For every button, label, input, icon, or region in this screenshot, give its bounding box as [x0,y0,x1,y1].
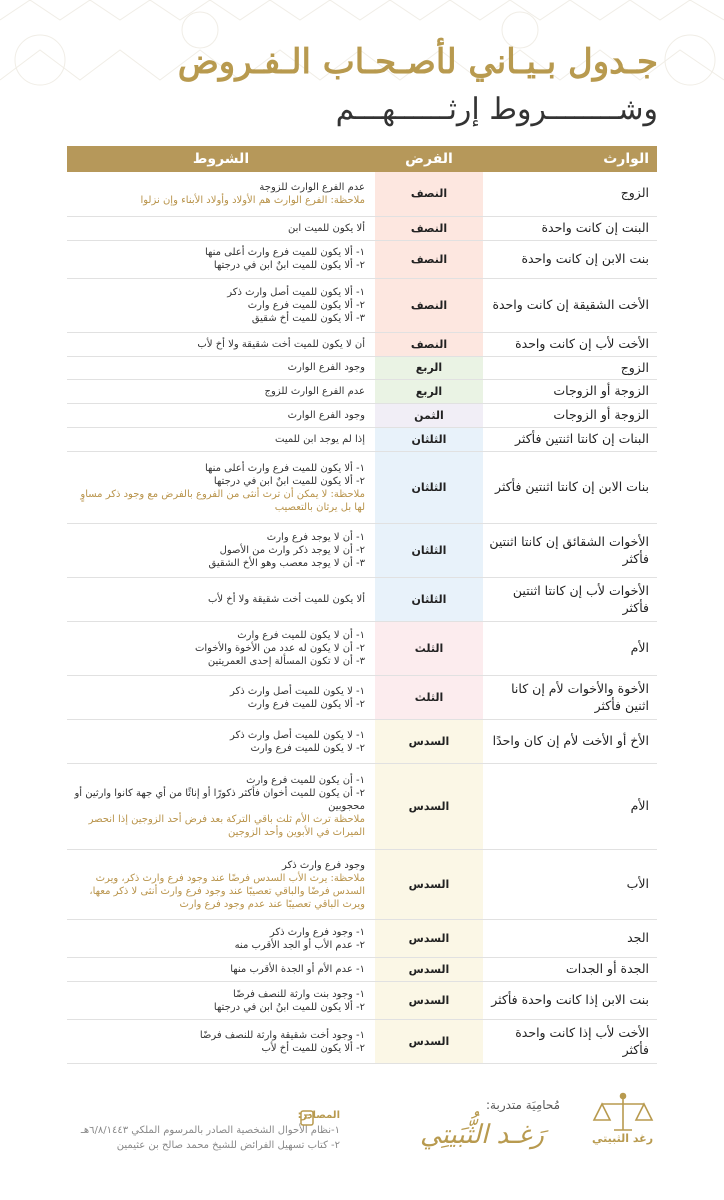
table-row [67,240,657,278]
heir-cell: الأخت الشقيقة إن كانت واحدة [483,278,657,332]
condition-line: ١- أن يكون للميت فرع وارث [246,775,365,786]
heir-cell: الأخت لأب إذا كانت واحدة فأكثر [483,1020,657,1064]
table-row [67,278,657,332]
condition-line: وجود الفرع الوارث [287,410,365,422]
heir-cell: الأخت لأب إن كانت واحدة [483,332,657,356]
condition-line: عدم الفرع الوارث للزوج [264,386,365,398]
column-header-heir: الوارث [483,146,657,172]
sources [60,1108,340,1153]
conditions-cell [67,172,375,216]
condition-note: ملاحظة: الفرع الوارث هم الأولاد وأولاد الأبناء وإن نزلوا [140,194,365,206]
condition-line: ألا يكون للميت أخت شقيقة ولا أخ لأب [207,594,365,605]
lawyer-label: مُحامِيَة متدربة: [486,1098,561,1112]
share-cell: السدس [375,920,483,958]
column-header-share: الفرض [375,146,483,172]
share-cell: الثمن [375,404,483,428]
conditions-cell [67,216,375,240]
heir-cell: بنت الابن إذا كانت واحدة فأكثر [483,982,657,1020]
condition-line: ١- وجود فرع وارث ذكر [269,926,365,938]
heir-cell: الزوجة أو الزوجات [483,380,657,404]
share-cell: النصف [375,172,483,216]
logo-text: رغد الثبيتي [592,1132,654,1145]
share-cell: السدس [375,850,483,920]
condition-line: ٢- ألا يكون للميت فرع وارث [247,698,365,710]
conditions-cell [67,958,375,982]
heir-cell: الأم [483,764,657,850]
condition-line: وجود فرع وارث ذكر [281,859,365,871]
share-cell: السدس [375,720,483,764]
table-row [67,920,657,958]
condition-line: ٣- ألا يكون للميت أخ شقيق [251,312,365,324]
heir-cell: بنت الابن إن كانت واحدة [483,240,657,278]
conditions-cell [67,720,375,764]
conditions-cell [67,278,375,332]
conditions-cell [67,1020,375,1064]
heir-cell: الأخوات لأب إن كانتا اثنتين فأكثر [483,578,657,622]
book-icon [300,1110,314,1126]
table-row [67,452,657,524]
table-row [67,524,657,578]
heir-cell: الأب [483,850,657,920]
condition-line: ١- لا يكون للميت أصل وارث ذكر [230,729,365,741]
share-cell: الربع [375,380,483,404]
share-cell: السدس [375,958,483,982]
condition-line: ٢- ألا يكون للميت ابنُ ابن في درجتها [213,1001,365,1013]
condition-line: ١- أن لا يوجد فرع وارث [266,532,365,543]
source-item: ١-نظام الأحوال الشخصية الصادر بالمرسوم الملكي ٦/٨/١٤٤٣هـ [80,1125,340,1136]
table-row [67,332,657,356]
source-item: ٢- كتاب تسهيل الفرائض للشيخ محمد صالح بن عثيمين [116,1140,340,1151]
conditions-cell [67,764,375,850]
condition-line: وجود الفرع الوارث [287,362,365,374]
heir-cell: الزوجة أو الزوجات [483,404,657,428]
table-header-row [67,146,657,172]
table-row [67,720,657,764]
heir-cell: الأخوة والأخوات لأم إن كانا اثنين فأكثر [483,676,657,720]
share-cell: النصف [375,278,483,332]
heir-cell: بنات الابن إن كانتا اثنتين فأكثر [483,452,657,524]
heir-cell: الزوج [483,172,657,216]
share-cell: الثلثان [375,452,483,524]
page-title: جـدول بـيـاني لأصـحـاب الـفـروض [177,42,658,82]
condition-line: ١- وجود بنت وارثة للنصف فرضًا [233,988,365,1000]
condition-line: ١- ألا يكون للميت أصل وارث ذكر [227,286,365,298]
condition-line: ٣- أن لا يوجد معصب وهو الأخ الشقيق [208,558,365,569]
condition-line: ٢- ألا يكون للميت فرع وارث [247,299,365,311]
share-cell: الثلثان [375,524,483,578]
heir-cell: الجد [483,920,657,958]
scales-logo-icon [588,1090,658,1155]
table-row [67,172,657,216]
condition-line: ٢- ألا يكون للميت ابنٌ ابن في درجتها [213,475,365,487]
heir-cell: الأخ أو الأخت لأم إن كان واحدًا [483,720,657,764]
conditions-cell [67,524,375,578]
column-header-conditions: الشروط [67,146,375,172]
share-cell: السدس [375,982,483,1020]
table-row [67,578,657,622]
conditions-cell [67,380,375,404]
heir-cell: البنات إن كانتا اثنتين فأكثر [483,428,657,452]
table-row [67,380,657,404]
table-row [67,958,657,982]
table-row [67,982,657,1020]
conditions-cell [67,578,375,622]
condition-line: عدم الفرع الوارث للزوجة [259,181,365,193]
table-row [67,850,657,920]
conditions-cell [67,982,375,1020]
share-cell: النصف [375,332,483,356]
conditions-cell [67,240,375,278]
condition-line: ٢- أن يكون للميت أخوان فأكثر ذكورًا أو إناثًا من أي جهة كانوا وارثين أو محجوبين [74,788,365,812]
table-row [67,622,657,676]
condition-line: ١- أن لا يكون للميت فرع وارث [237,630,365,641]
share-cell: الربع [375,356,483,380]
condition-note: ملاحظة ترث الأم ثلث باقي التركة بعد فرض أحد الزوجين إذا انحصر الميراث في الأبوين وأحد الزوجين [88,814,365,838]
table-row [67,216,657,240]
condition-note: ملاحظة: يرث الأب السدس فرضًا عند وجود فرع وارث ذكر، ويرث السدس فرضًا والباقي تعصيبًا عند وجود فرع وارث أنثى لا ذكر معها، ويرث الباقي تعصيبًا عند عدم وجود فرع وارث [89,872,365,910]
condition-line: ١- عدم الأم أو الجدة الأقرب منها [230,964,365,975]
inheritance-table [67,146,657,1064]
heir-cell: الأخوات الشقائق إن كانتا اثنتين فأكثر [483,524,657,578]
condition-line: ٣- أن لا تكون المسألة إحدى العمريتين [207,656,365,667]
table-row [67,764,657,850]
sources-title: المصادر: [297,1110,340,1121]
heir-cell: الجدة أو الجدات [483,958,657,982]
conditions-cell [67,428,375,452]
condition-line: ٢- ألا يكون للميت ابنٌ ابن في درجتها [213,260,365,271]
heir-cell: الأم [483,622,657,676]
conditions-cell [67,404,375,428]
conditions-cell [67,622,375,676]
condition-line: إذا لم يوجد ابن للميت [275,434,365,446]
condition-line: ١- وجود أخت شقيقة وارثة للنصف فرضًا [199,1029,365,1041]
share-cell: الثلث [375,622,483,676]
condition-line: ١- لا يكون للميت أصل وارث ذكر [230,685,365,697]
conditions-cell [67,920,375,958]
condition-line: ٢- أن لا يوجد ذكر وارث من الأصول [219,545,365,556]
table-row [67,1020,657,1064]
condition-line: ٢- عدم الأب أو الجد الأقرب منه [234,939,365,951]
share-cell: الثلثان [375,428,483,452]
heir-cell: البنت إن كانت واحدة [483,216,657,240]
condition-note: ملاحظة: لا يمكن أن ترث أنثى من الفروع بالفرض مع وجود ذكر مساوٍ لها بل يرثان بالتعصيب [80,488,365,513]
share-cell: النصف [375,240,483,278]
conditions-cell [67,676,375,720]
table-row [67,676,657,720]
conditions-cell [67,332,375,356]
share-cell: النصف [375,216,483,240]
share-cell: السدس [375,764,483,850]
table-row [67,428,657,452]
condition-line: أن لا يكون للميت أخت شقيقة ولا أخ لأب [197,338,365,350]
table-row [67,404,657,428]
condition-line: ٢- أن لا يكون له عدد من الأخوة والأخوات [194,643,365,654]
heir-cell: الزوج [483,356,657,380]
condition-line: ١- ألا يكون للميت فرع وارث أعلى منها [204,462,365,474]
lawyer-signature: رَغـد الثُّبَيتِي [420,1120,544,1150]
condition-line: ألا يكون للميت ابن [288,222,365,234]
condition-line: ٢- لا يكون للميت فرع وارث [250,742,365,754]
page-subtitle: وشــــــــروط إرثــــــهـــم [335,92,658,127]
conditions-cell [67,452,375,524]
conditions-cell [67,356,375,380]
condition-line: ٢- ألا يكون للميت أخ لأب [261,1042,365,1054]
share-cell: السدس [375,1020,483,1064]
table-row [67,356,657,380]
condition-line: ١- ألا يكون للميت فرع وارث أعلى منها [204,247,365,258]
share-cell: الثلثان [375,578,483,622]
share-cell: الثلث [375,676,483,720]
conditions-cell [67,850,375,920]
